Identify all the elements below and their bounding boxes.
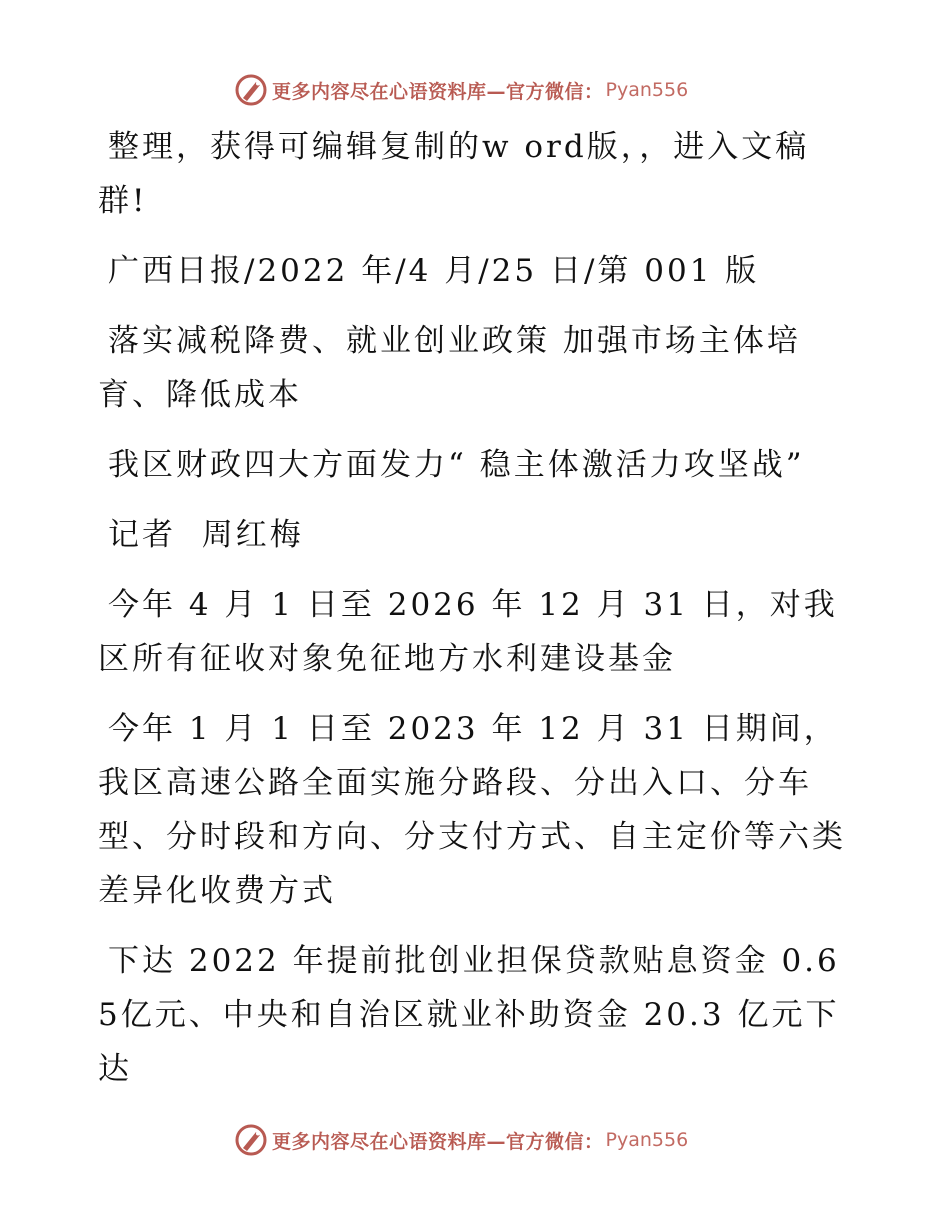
body-paragraph: 今年 1 月 1 日至 2023 年 12 月 31 日期间，我区高速公路全面实施分路段、分出入口、分车型、分时段和方向、分支付方式、自主定价等六类差异化收费方式 [98, 711, 846, 909]
watermark-text: 更多内容尽在心语资料库—官方微信： [272, 80, 604, 103]
body-paragraph: 下达 2022 年提前批创业担保贷款贴息资金 0.65亿元、中央和自治区就业补助资金 20.3 亿元下达 [98, 943, 840, 1087]
watermark-account: Pyan556 [605, 79, 689, 101]
headline-kicker: 落实减税降费、就业创业政策 加强市场主体培育、降低成本 [98, 323, 801, 413]
body-paragraph: 今年 4 月 1 日至 2026 年 12 月 31 日，对我区所有征收对象免征地方水利建设基金 [98, 587, 838, 677]
document-body [98, 120, 850, 1112]
source-line: 广西日报/2022 年/4 月/25 日/第 001 版 [108, 253, 760, 289]
watermark-account: Pyan556 [605, 1129, 689, 1151]
pen-logo-icon [234, 1123, 268, 1157]
watermark-footer [234, 1122, 688, 1158]
headline: 我区财政四大方面发力“ 稳主体激活力攻坚战” [108, 447, 805, 483]
intro-paragraph: 整理，获得可编辑复制的w ord版，，进入文稿群! [98, 129, 810, 219]
pen-logo-icon [234, 73, 268, 107]
watermark-header [234, 72, 688, 108]
watermark-text: 更多内容尽在心语资料库—官方微信： [272, 1130, 604, 1153]
byline: 记者 周红梅 [108, 517, 304, 553]
